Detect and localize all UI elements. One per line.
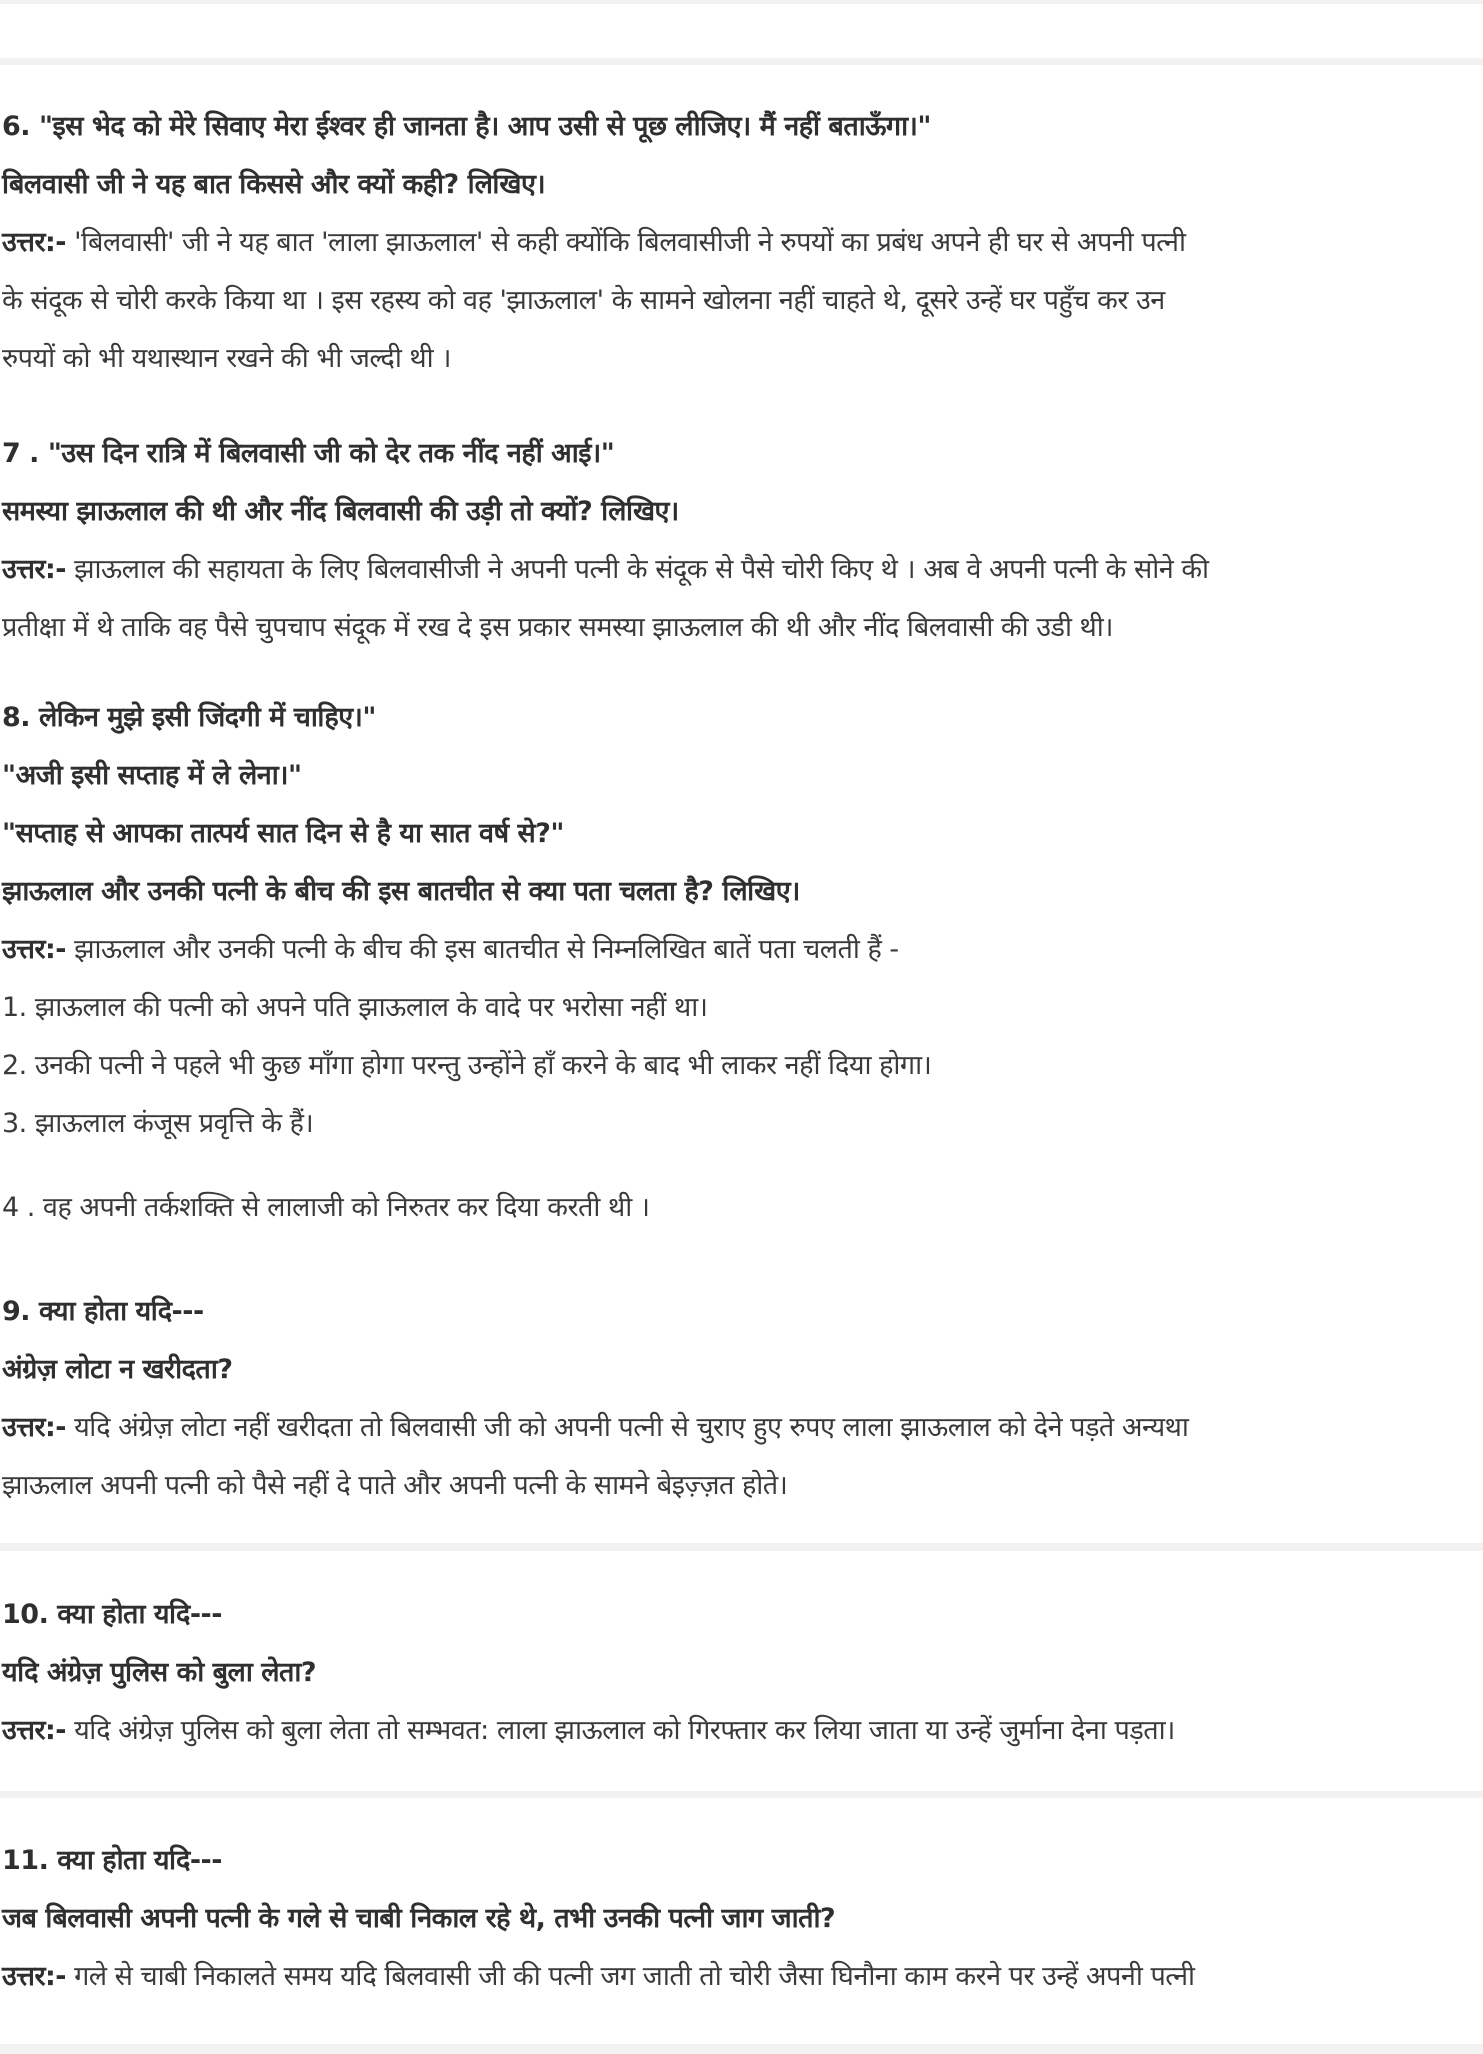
answer-label: उत्तर:- xyxy=(2,227,66,258)
question-prompt: "सप्ताह से आपका तात्पर्य सात दिन से है या सात वर्ष से?" xyxy=(2,818,564,849)
question-9 xyxy=(0,1283,1483,1515)
answer-line: गले से चाबी निकालते समय यदि बिलवासी जी की पत्नी जग जाती तो चोरी जैसा घिनौना काम करने पर उन्हें अपनी पत्नी xyxy=(66,1961,1195,1992)
answer-line: रुपयों को भी यथास्थान रखने की भी जल्दी थी । xyxy=(2,343,451,374)
section-separator xyxy=(0,58,1483,65)
answer-label: उत्तर:- xyxy=(2,934,66,965)
answer-label: उत्तर:- xyxy=(2,1961,66,1992)
answer-line: झाऊलाल अपनी पत्नी को पैसे नहीं दे पाते और अपनी पत्नी के सामने बेइज़्ज़त होते। xyxy=(2,1470,788,1501)
answer-label: उत्तर:- xyxy=(2,1715,66,1746)
question-prompt: जब बिलवासी अपनी पत्नी के गले से चाबी निकाल रहे थे, तभी उनकी पत्नी जाग जाती? xyxy=(2,1903,836,1934)
question-prompt: 10. क्या होता यदि--- xyxy=(2,1599,222,1630)
question-prompt: "अजी इसी सप्ताह में ले लेना।" xyxy=(2,760,302,791)
question-prompt: 7 . "उस दिन रात्रि में बिलवासी जी को देर तक नींद नहीं आई।" xyxy=(2,438,615,469)
answer-point: 2. उनकी पत्नी ने पहले भी कुछ माँगा होगा परन्तु उन्होंने हाँ करने के बाद भी लाकर नहीं दिया होगा। xyxy=(2,1050,932,1081)
answer-text xyxy=(2,1948,1483,2006)
question-prompt: 8. लेकिन मुझे इसी जिंदगी में चाहिए।" xyxy=(2,702,376,733)
answer-label: उत्तर:- xyxy=(2,1412,66,1443)
answer-line: प्रतीक्षा में थे ताकि वह पैसे चुपचाप संदूक में रख दे इस प्रकार समस्या झाऊलाल की थी और नींद बिलवासी की उडी थी। xyxy=(2,612,1114,643)
answer-line: झाऊलाल की सहायता के लिए बिलवासीजी ने अपनी पत्नी के संदूक से पैसे चोरी किए थे । अब वे अपनी पत्नी के सोने की xyxy=(66,554,1209,585)
answer-point: 3. झाऊलाल कंजूस प्रवृत्ति के हैं। xyxy=(2,1108,314,1139)
bottom-separator xyxy=(0,2044,1483,2054)
question-prompt: झाऊलाल और उनकी पत्नी के बीच की इस बातचीत से क्या पता चलता है? लिखिए। xyxy=(2,876,800,907)
question-7 xyxy=(0,425,1483,657)
answer-text xyxy=(2,1399,1483,1457)
question-prompt: अंग्रेज़ लोटा न खरीदता? xyxy=(2,1354,233,1385)
question-prompt: बिलवासी जी ने यह बात किससे और क्यों कही? लिखिए। xyxy=(2,169,546,200)
section-separator xyxy=(0,1543,1483,1551)
answer-line: के संदूक से चोरी करके किया था । इस रहस्य को वह 'झाऊलाल' के सामने खोलना नहीं चाहते थे, दूसरे उन्हें घर पहुँच कर उन xyxy=(2,285,1165,316)
answer-text xyxy=(2,541,1483,599)
answer-text xyxy=(2,1702,1483,1760)
answer-label: उत्तर:- xyxy=(2,554,66,585)
answer-point: 1. झाऊलाल की पत्नी को अपने पति झाऊलाल के वादे पर भरोसा नहीं था। xyxy=(2,992,708,1023)
answer-line: झाऊलाल और उनकी पत्नी के बीच की इस बातचीत से निम्नलिखित बातें पता चलती हैं - xyxy=(66,934,899,965)
question-6 xyxy=(0,98,1483,388)
answer-line: 'बिलवासी' जी ने यह बात 'लाला झाऊलाल' से कही क्योंकि बिलवासीजी ने रुपयों का प्रबंध अपने ही घर से अपनी पत्नी xyxy=(66,227,1186,258)
section-separator xyxy=(0,1791,1483,1798)
answer-line: यदि अंग्रेज़ पुलिस को बुला लेता तो सम्भवत: लाला झाऊलाल को गिरफ्तार कर लिया जाता या उन्हें जुर्माना देना पड़ता। xyxy=(66,1715,1175,1746)
question-prompt: 9. क्या होता यदि--- xyxy=(2,1296,204,1327)
question-8 xyxy=(0,689,1483,1237)
question-11 xyxy=(0,1832,1483,2006)
answer-text xyxy=(2,214,1483,272)
top-separator xyxy=(0,0,1483,4)
question-prompt: यदि अंग्रेज़ पुलिस को बुला लेता? xyxy=(2,1657,317,1688)
answer-point: 4 . वह अपनी तर्कशक्ति से लालाजी को निरुतर कर दिया करती थी । xyxy=(2,1192,650,1223)
question-10 xyxy=(0,1586,1483,1760)
answer-line: यदि अंग्रेज़ लोटा नहीं खरीदता तो बिलवासी जी को अपनी पत्नी से चुराए हुए रुपए लाला झाऊलाल को देने पड़ते अन्यथा xyxy=(66,1412,1189,1443)
question-prompt: 11. क्या होता यदि--- xyxy=(2,1845,222,1876)
question-prompt: 6. "इस भेद को मेरे सिवाए मेरा ईश्वर ही जानता है। आप उसी से पूछ लीजिए। मैं नहीं बताऊँगा।" xyxy=(2,111,931,142)
question-prompt: समस्या झाऊलाल की थी और नींद बिलवासी की उड़ी तो क्यों? लिखिए। xyxy=(2,496,679,527)
answer-text xyxy=(2,921,1483,979)
